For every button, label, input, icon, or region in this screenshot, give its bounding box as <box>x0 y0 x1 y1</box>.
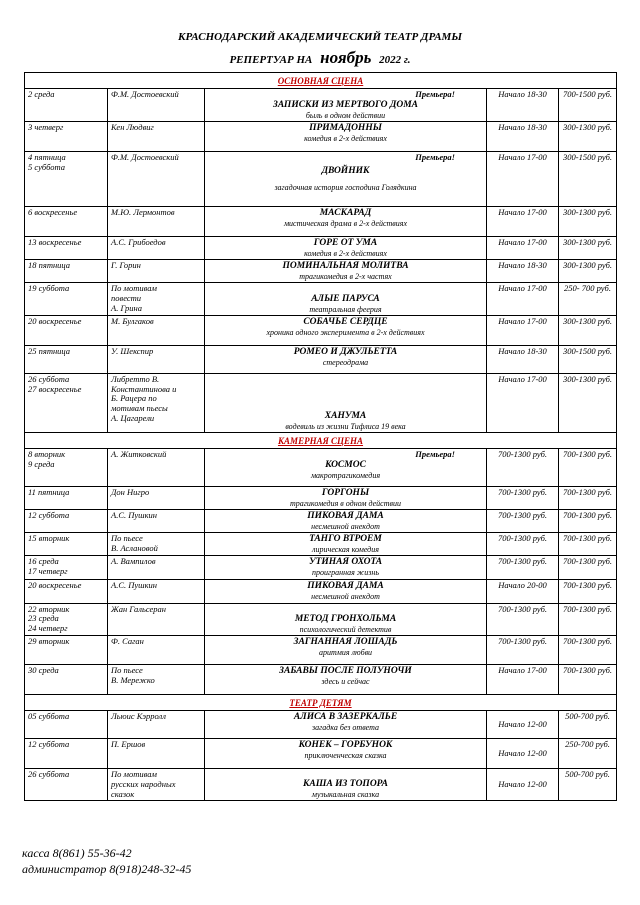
table-row <box>25 89 617 122</box>
author-cell: А. Житковский <box>108 449 205 487</box>
table-row <box>25 315 617 345</box>
date-cell: 22 вторник 23 среда 24 четверг <box>25 603 108 635</box>
premiere-badge: Премьера! <box>415 89 455 100</box>
section-row <box>25 694 617 710</box>
date-cell: 20 воскресенье <box>25 580 108 603</box>
time-cell: Начало 18-30 <box>487 345 559 373</box>
time-cell: Начало 20-00 <box>487 580 559 603</box>
play-title: ГОРГОНЫ <box>321 488 370 499</box>
table-row <box>25 556 617 580</box>
play-genre: проигранная жизнь <box>312 568 379 578</box>
play-genre: стереодрама <box>322 357 369 367</box>
play-genre: лирическая комедия <box>312 545 379 555</box>
play-genre: загадочная история господина Голядкина <box>274 182 417 192</box>
repertoire-heading <box>0 48 640 68</box>
author-cell: По мотивам русских народных сказок <box>108 769 205 801</box>
play-title: КОСМОС <box>325 459 366 470</box>
author-cell: По пьесе В. Аслановой <box>108 533 205 556</box>
author-cell: У. Шекспир <box>108 345 205 373</box>
premiere-badge: Премьера! <box>415 152 455 163</box>
play-title: АЛИСА В ЗАЗЕРКАЛЬЕ <box>293 712 398 723</box>
play-title: ПИКОВАЯ ДАМА <box>307 511 384 522</box>
date-cell: 19 суббота <box>25 283 108 315</box>
price-cell: 700-1300 руб. <box>559 664 617 694</box>
time-cell: Начало 17-00 <box>487 373 559 432</box>
title-cell <box>205 283 487 315</box>
table-row <box>25 237 617 260</box>
date-cell: 15 вторник <box>25 533 108 556</box>
time-cell: 700-1300 руб. <box>487 449 559 487</box>
play-genre: комедия в 2-х действиях <box>304 134 387 144</box>
play-title: ТАНГО ВТРОЕМ <box>309 534 382 545</box>
price-cell: 500-700 руб. <box>559 711 617 739</box>
play-title: ЗАГНАННАЯ ЛОШАДЬ <box>293 636 398 647</box>
price-cell: 700-1300 руб. <box>559 487 617 510</box>
price-cell: 300-1300 руб. <box>559 237 617 260</box>
date-cell: 4 пятница 5 суббота <box>25 152 108 207</box>
play-genre: здесь и сейчас <box>321 676 370 686</box>
price-cell: 700-1300 руб. <box>559 449 617 487</box>
title-cell <box>205 556 487 580</box>
date-cell: 26 суббота 27 воскресенье <box>25 373 108 432</box>
author-cell: По пьесе В. Мережко <box>108 664 205 694</box>
title-cell <box>205 260 487 283</box>
time-cell: Начало 17-00 <box>487 315 559 345</box>
time-cell: Начало 12-00 <box>487 769 559 801</box>
play-title: ХАНУМА <box>324 410 367 421</box>
time-cell: Начало 18-30 <box>487 89 559 122</box>
table-row <box>25 345 617 373</box>
title-cell <box>205 345 487 373</box>
author-cell: Г. Горин <box>108 260 205 283</box>
price-cell: 300-1300 руб. <box>559 373 617 432</box>
time-cell: Начало 12-00 <box>487 711 559 739</box>
play-genre: комедия в 2-х действиях <box>304 249 387 259</box>
play-genre: макротрагикомедия <box>310 470 381 480</box>
price-cell: 700-1300 руб. <box>559 533 617 556</box>
price-cell: 700-1300 руб. <box>559 635 617 664</box>
author-cell: А.С. Грибоедов <box>108 237 205 260</box>
title-cell <box>205 237 487 260</box>
time-cell: 700-1300 руб. <box>487 556 559 580</box>
title-cell <box>205 769 487 801</box>
time-cell: 700-1300 руб. <box>487 635 559 664</box>
title-cell <box>205 207 487 237</box>
time-cell: 700-1300 руб. <box>487 603 559 635</box>
time-cell: 700-1300 руб. <box>487 510 559 533</box>
table-row <box>25 487 617 510</box>
price-cell: 700-1300 руб. <box>559 603 617 635</box>
date-cell: 20 воскресенье <box>25 315 108 345</box>
title-cell <box>205 635 487 664</box>
play-genre: мистическая драма в 2-х действиях <box>283 219 408 229</box>
section-title: ОСНОВНАЯ СЦЕНА <box>25 73 617 89</box>
author-cell: Ф.М. Достоевский <box>108 89 205 122</box>
table-row <box>25 283 617 315</box>
title-cell <box>205 510 487 533</box>
table-row <box>25 711 617 739</box>
author-cell: По мотивам повести А. Грина <box>108 283 205 315</box>
date-cell: 16 среда 17 четверг <box>25 556 108 580</box>
section-row <box>25 73 617 89</box>
table-row <box>25 603 617 635</box>
play-title: СОБАЧЬЕ СЕРДЦЕ <box>303 316 388 327</box>
play-genre: психологический детектив <box>299 624 392 634</box>
cashier-phone: касса 8(861) 55-36-42 <box>22 846 132 860</box>
play-title: АЛЫЕ ПАРУСА <box>311 293 380 304</box>
table-row <box>25 769 617 801</box>
premiere-badge: Премьера! <box>415 449 455 460</box>
play-title: ЗАБАВЫ ПОСЛЕ ПОЛУНОЧИ <box>279 665 412 676</box>
date-cell: 29 вторник <box>25 635 108 664</box>
price-cell: 700-1300 руб. <box>559 556 617 580</box>
date-cell: 8 вторник 9 среда <box>25 449 108 487</box>
price-cell: 300-1300 руб. <box>559 260 617 283</box>
author-cell: Либретто В. Константинова и Б. Рацера по мотивам пьесы А. Цагарели <box>108 373 205 432</box>
repertoire-table <box>24 72 617 801</box>
author-cell: Жан Гальсеран <box>108 603 205 635</box>
play-title: УТИНАЯ ОХОТА <box>308 557 383 568</box>
date-cell: 12 суббота <box>25 510 108 533</box>
play-title: МЕТОД ГРОНХОЛЬМА <box>294 613 397 624</box>
repertoire-body <box>25 73 617 801</box>
play-genre: несмешной анекдот <box>311 522 380 532</box>
play-genre: приключенческая сказка <box>304 751 387 761</box>
play-genre: загадка без ответа <box>312 723 379 733</box>
play-title: ПИКОВАЯ ДАМА <box>307 581 384 592</box>
price-cell: 700-1300 руб. <box>559 510 617 533</box>
play-genre: трагикомедия в одном действии <box>290 499 401 508</box>
table-row <box>25 152 617 207</box>
price-cell: 300-1300 руб. <box>559 315 617 345</box>
title-cell <box>205 664 487 694</box>
play-title: КОНЕК – ГОРБУНОК <box>298 740 393 751</box>
play-genre: музыкальная сказка <box>311 790 380 800</box>
price-cell: 700-1300 руб. <box>559 580 617 603</box>
play-genre: трагикомедия в 2-х частях <box>299 272 392 282</box>
date-cell: 12 суббота <box>25 739 108 769</box>
title-cell <box>205 449 487 487</box>
time-cell: Начало 17-00 <box>487 283 559 315</box>
price-cell: 250- 700 руб. <box>559 283 617 315</box>
table-row <box>25 533 617 556</box>
play-title: ГОРЕ ОТ УМА <box>313 238 378 249</box>
date-cell: 05 суббота <box>25 711 108 739</box>
price-cell: 700-1500 руб. <box>559 89 617 122</box>
title-cell <box>205 373 487 432</box>
repertoire-prefix: РЕПЕРТУАР НА <box>229 54 313 66</box>
play-title: РОМЕО И ДЖУЛЬЕТТА <box>293 346 398 357</box>
table-row <box>25 207 617 237</box>
author-cell: Ф.М. Достоевский <box>108 152 205 207</box>
title-cell <box>205 603 487 635</box>
play-genre: водевиль из жизни Тифлиса 19 века <box>285 421 406 431</box>
play-genre: театральная феерия <box>309 304 382 314</box>
table-row <box>25 664 617 694</box>
date-cell: 6 воскресенье <box>25 207 108 237</box>
time-cell: 700-1300 руб. <box>487 487 559 510</box>
date-cell: 3 четверг <box>25 122 108 152</box>
price-cell: 300-1300 руб. <box>559 122 617 152</box>
date-cell: 26 суббота <box>25 769 108 801</box>
date-cell: 25 пятница <box>25 345 108 373</box>
theatre-name: КРАСНОДАРСКИЙ АКАДЕМИЧЕСКИЙ ТЕАТР ДРАМЫ <box>178 31 462 43</box>
play-title: МАСКАРАД <box>319 208 372 219</box>
play-title: ДВОЙНИК <box>321 165 370 176</box>
title-cell <box>205 533 487 556</box>
author-cell: П. Ершов <box>108 739 205 769</box>
date-cell: 13 воскресенье <box>25 237 108 260</box>
title-cell <box>205 122 487 152</box>
table-row <box>25 739 617 769</box>
time-cell: Начало 18-30 <box>487 260 559 283</box>
author-cell: Ф. Саган <box>108 635 205 664</box>
price-cell: 500-700 руб. <box>559 769 617 801</box>
time-cell: Начало 17-00 <box>487 152 559 207</box>
table-row <box>25 373 617 432</box>
admin-phone: администратор 8(918)248-32-45 <box>22 862 192 876</box>
play-title: ПРИМАДОННЫ <box>309 123 382 134</box>
play-genre: несмешной анекдот <box>311 592 380 602</box>
date-cell: 18 пятница <box>25 260 108 283</box>
table-row <box>25 635 617 664</box>
repertoire-month: ноябрь <box>320 48 372 67</box>
table-row <box>25 122 617 152</box>
time-cell: 700-1300 руб. <box>487 533 559 556</box>
title-cell <box>205 711 487 739</box>
title-cell <box>205 89 487 122</box>
play-title: ЗАПИСКИ ИЗ МЕРТВОГО ДОМА <box>273 100 418 111</box>
author-cell: М.Ю. Лермонтов <box>108 207 205 237</box>
play-genre: аритмия любви <box>318 647 373 657</box>
play-genre: хроника одного эксперимента в 2-х действиях <box>266 327 425 337</box>
price-cell: 300-1500 руб. <box>559 152 617 207</box>
title-cell <box>205 580 487 603</box>
repertoire-year: 2022 г. <box>379 54 411 66</box>
author-cell: Кен Людвиг <box>108 122 205 152</box>
date-cell: 2 среда <box>25 89 108 122</box>
price-cell: 300-1500 руб. <box>559 345 617 373</box>
table-row <box>25 260 617 283</box>
author-cell: М. Булгаков <box>108 315 205 345</box>
play-title: КАША ИЗ ТОПОРА <box>302 779 388 790</box>
play-genre: быль в одном действии <box>305 111 386 121</box>
title-cell <box>205 152 487 207</box>
table-row <box>25 580 617 603</box>
time-cell: Начало 18-30 <box>487 122 559 152</box>
play-title: ПОМИНАЛЬНАЯ МОЛИТВА <box>282 261 409 272</box>
table-row <box>25 510 617 533</box>
author-cell: А.С. Пушкин <box>108 510 205 533</box>
date-cell: 11 пятница <box>25 487 108 510</box>
author-cell: А.С. Пушкин <box>108 580 205 603</box>
time-cell: Начало 17-00 <box>487 664 559 694</box>
table-row <box>25 449 617 487</box>
title-cell <box>205 315 487 345</box>
time-cell: Начало 17-00 <box>487 207 559 237</box>
author-cell: Льюис Кэрролл <box>108 711 205 739</box>
title-cell <box>205 487 487 510</box>
title-cell <box>205 739 487 769</box>
section-title: ТЕАТР ДЕТЯМ <box>25 694 617 710</box>
price-cell: 300-1300 руб. <box>559 207 617 237</box>
section-title: КАМЕРНАЯ СЦЕНА <box>25 432 617 448</box>
time-cell: Начало 17-00 <box>487 237 559 260</box>
author-cell: А. Вампилов <box>108 556 205 580</box>
section-row <box>25 432 617 448</box>
author-cell: Дон Нигро <box>108 487 205 510</box>
date-cell: 30 среда <box>25 664 108 694</box>
price-cell: 250-700 руб. <box>559 739 617 769</box>
time-cell: Начало 12-00 <box>487 739 559 769</box>
